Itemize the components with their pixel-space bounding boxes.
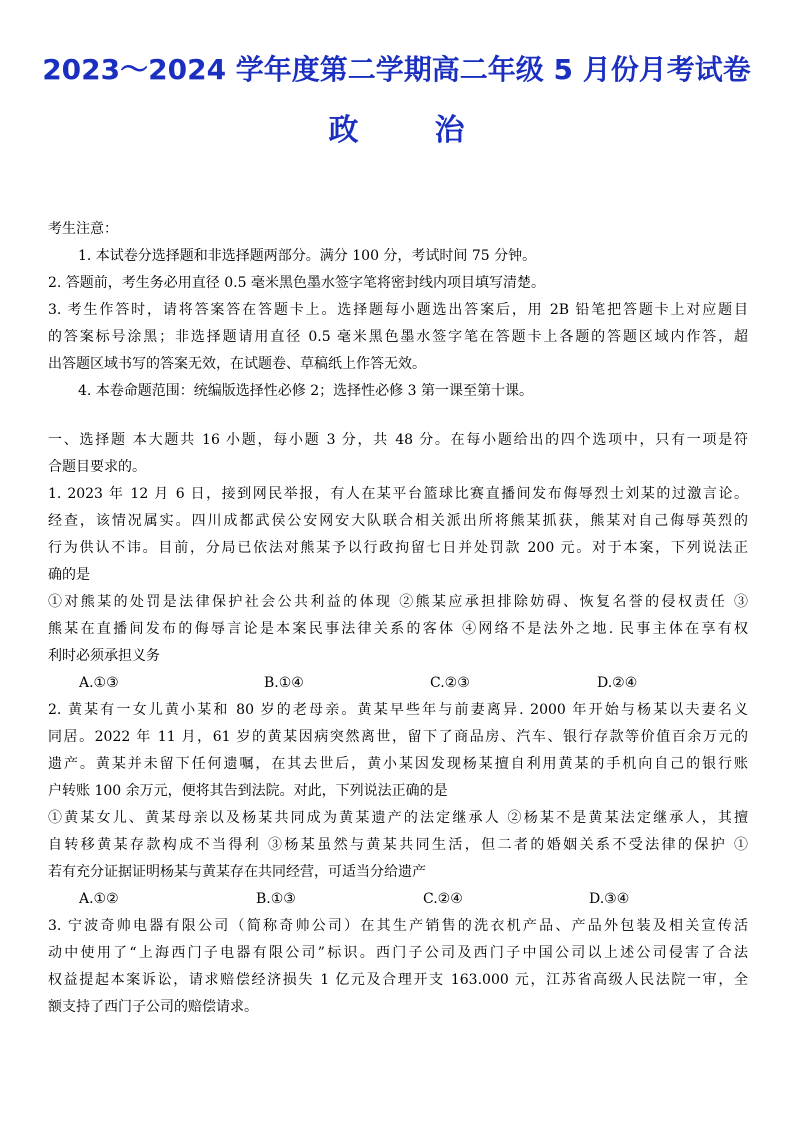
q1-option-a: A.①③ bbox=[79, 675, 119, 691]
q2-option-b: B.①③ bbox=[256, 891, 296, 907]
notice-item-2: 2. 答题前，考生务必用直径 0.5 毫米黑色墨水签字笔将密封线内项目填写清楚。 bbox=[48, 275, 545, 291]
q2-stem-line-3: 遗产。黄某并未留下任何遗嘱，在其去世后，黄小某因发现杨某擅自利用黄某的手机向自己的银行账 bbox=[48, 756, 748, 772]
q2-statements-line-1: ①黄某女儿、黄某母亲以及杨某共同成为黄某遗产的法定继承人 ②杨某不是黄某法定继承人，其擅 bbox=[48, 810, 748, 826]
q1-stem-line-2: 经查，该情况属实。四川成都武侯公安网安大队联合相关派出所将熊某抓获，熊某对自己侮辱英烈的 bbox=[48, 513, 748, 529]
q2-statements-line-3: 若有充分证据证明杨某与黄某存在共同经营，可适当分给遗产 bbox=[48, 864, 426, 880]
q1-option-b: B.①④ bbox=[264, 675, 304, 691]
exam-title: 2023～2024 学年度第二学期高二年级 5 月份月考试卷 bbox=[42, 53, 751, 86]
question-2 bbox=[48, 697, 748, 913]
q2-stem-line-4: 户转账 100 余万元，便将其告到法院。对此，下列说法正确的是 bbox=[48, 783, 448, 799]
question-3 bbox=[48, 913, 748, 1021]
q1-option-c: C.②③ bbox=[430, 675, 470, 691]
q3-stem-line-4: 额支持了西门子公司的赔偿请求。 bbox=[48, 999, 258, 1015]
q2-statements-line-2: 自转移黄某存款构成不当得利 ③杨某虽然与黄某共同生活，但二者的婚姻关系不受法律的保护 ① bbox=[48, 837, 748, 853]
notice-item-3-line-1: 3. 考生作答时，请将答案答在答题卡上。选择题每小题选出答案后，用 2B 铅笔把答题卡上对应题目 bbox=[48, 302, 748, 318]
q3-stem-line-1: 3. 宁波奇帅电器有限公司（简称奇帅公司）在其生产销售的洗衣机产品、产品外包装及相关宣传活 bbox=[48, 918, 748, 934]
q1-statements-line-1: ①对熊某的处罚是法律保护社会公共利益的体现 ②熊某应承担排除妨碍、恢复名誉的侵权责任 ③ bbox=[48, 594, 748, 610]
q2-option-c: C.②④ bbox=[423, 891, 463, 907]
q1-stem-line-4: 确的是 bbox=[48, 567, 90, 583]
section-1-line-1: 一、选择题 本大题共 16 小题，每小题 3 分，共 48 分。在每小题给出的四个选项中，只有一项是符 bbox=[48, 432, 748, 448]
q1-options bbox=[48, 670, 748, 697]
notice-item-3-line-3: 出答题区域书写的答案无效，在试题卷、草稿纸上作答无效。 bbox=[48, 356, 426, 372]
exam-body bbox=[48, 216, 748, 1021]
notice-section bbox=[48, 216, 748, 405]
question-1 bbox=[48, 481, 748, 697]
subject-title bbox=[0, 105, 793, 149]
q2-option-a: A.①② bbox=[79, 891, 119, 907]
q1-statements-line-3: 利时必须承担义务 bbox=[48, 648, 160, 664]
notice-heading: 考生注意： bbox=[48, 221, 118, 237]
q3-stem-line-3: 权益提起本案诉讼，请求赔偿经济损失 1 亿元及合理开支 163.000 元，江苏省高级人民法院一审，全 bbox=[48, 972, 748, 988]
q1-option-d: D.②④ bbox=[597, 675, 638, 691]
subject-char-2: 治 bbox=[434, 113, 465, 148]
q1-stem-line-1: 1. 2023 年 12 月 6 日，接到网民举报，有人在某平台篮球比赛直播间发布侮辱烈士刘某的过激言论。 bbox=[48, 486, 748, 502]
section-1-line-2: 合题目要求的。 bbox=[48, 459, 146, 475]
notice-item-4: 4. 本卷命题范围：统编版选择性必修 2；选择性必修 3 第一课至第十课。 bbox=[78, 383, 533, 399]
q1-statements-line-2: 熊某在直播间发布的侮辱言论是本案民事法律关系的客体 ④网络不是法外之地. 民事主体在享有权 bbox=[48, 621, 748, 637]
q2-stem-line-2: 同居。2022 年 11 月，61 岁的黄某因病突然离世，留下了商品房、汽车、银行存款等价值百余万元的 bbox=[48, 729, 748, 745]
q1-stem-line-3: 行为供认不讳。目前，分局已依法对熊某予以行政拘留七日并处罚款 200 元。对于本案，下列说法正 bbox=[48, 540, 748, 556]
section-1-instructions bbox=[48, 427, 748, 481]
q2-stem-line-1: 2. 黄某有一女儿黄小某和 80 岁的老母亲。黄某早些年与前妻离异. 2000 年开始与杨某以夫妻名义 bbox=[48, 702, 748, 718]
q2-option-d: D.③④ bbox=[589, 891, 630, 907]
q2-options bbox=[48, 886, 748, 913]
notice-item-3-line-2: 的答案标号涂黑；非选择题请用直径 0.5 毫米黑色墨水签字笔在答题卡上各题的答题区域内作答，超 bbox=[48, 329, 748, 345]
subject-char-1: 政 bbox=[328, 113, 359, 148]
q3-stem-line-2: 动中使用了“上海西门子电器有限公司”标识。西门子公司及西门子中国公司以上述公司侵害了合法 bbox=[48, 945, 748, 961]
notice-item-1: 1. 本试卷分选择题和非选择题两部分。满分 100 分，考试时间 75 分钟。 bbox=[78, 248, 537, 264]
spacer bbox=[48, 405, 748, 427]
